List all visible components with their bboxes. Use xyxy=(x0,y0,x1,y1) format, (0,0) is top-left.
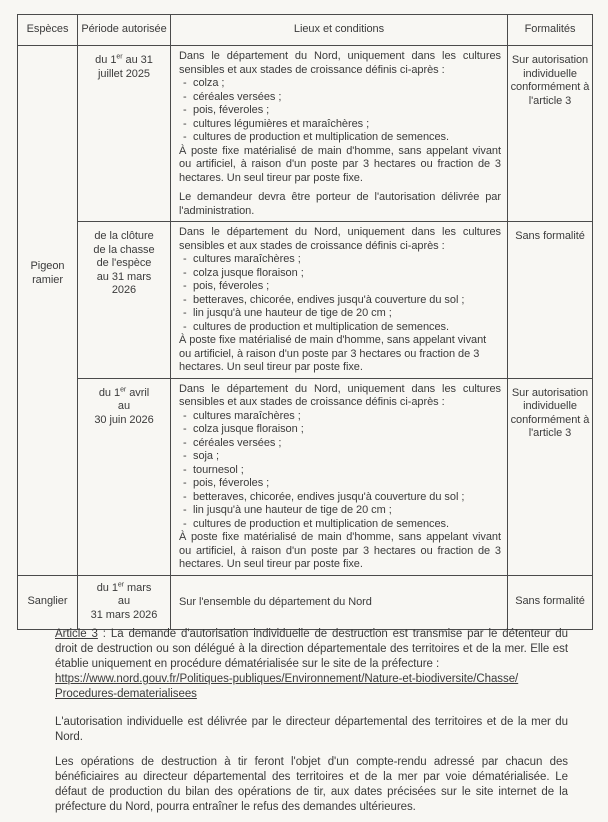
article3-body: : La demande d'autorisation individuelle de destruction est transmise par le détenteur du droit de destruction ou son délégué à la direction départementale des territoires et de la mer. Elle est établie uniquement en procédure dématérialisée sur le site de la préfecture : xyxy=(55,628,568,670)
bullet-dash: - xyxy=(183,409,187,422)
period-line: du 1er avril xyxy=(98,385,150,399)
condition-bullet xyxy=(179,437,501,451)
bullet-text: lin jusqu'à une hauteur de tige de 20 cm ; xyxy=(193,504,392,516)
bullet-dash: - xyxy=(183,307,187,319)
link-line-2: Procedures-dematerialisees xyxy=(55,688,197,700)
formality-cell xyxy=(508,575,593,629)
conditions-text: Sur l'ensemble du département du Nord xyxy=(179,595,372,608)
formality-cell xyxy=(508,378,593,575)
bullet-text: pois, féveroles ; xyxy=(193,280,270,292)
period-line: au xyxy=(117,400,131,412)
footer-text-block xyxy=(55,627,568,815)
bullet-text: tournesol ; xyxy=(193,463,244,476)
column-header-periode: Période autorisée xyxy=(78,15,171,46)
bullet-text: colza jusque floraison ; xyxy=(193,266,304,279)
bullet-text: céréales versées ; xyxy=(193,90,282,103)
ordinal-suffix: er xyxy=(116,53,123,61)
condition-bullet xyxy=(179,307,501,321)
conditions-cell xyxy=(171,46,508,222)
condition-bullet xyxy=(179,477,501,491)
condition-bullet xyxy=(179,504,501,518)
bullet-text: cultures maraîchères ; xyxy=(193,253,301,265)
ordinal-suffix: er xyxy=(117,581,125,589)
bullet-text: soja ; xyxy=(193,450,219,462)
bullet-dash: - xyxy=(183,77,187,89)
period-line: de l'espèce xyxy=(96,257,152,269)
procedure-link-paragraph xyxy=(55,672,568,702)
period-cell xyxy=(78,575,171,629)
table-row xyxy=(18,46,593,222)
bullet-dash: - xyxy=(183,423,187,435)
period-line: de la clôture xyxy=(94,230,154,242)
species-label: Pigeon ramier xyxy=(30,260,65,286)
period-cell xyxy=(78,378,171,575)
formality-cell xyxy=(508,222,593,379)
period-cell xyxy=(78,222,171,379)
authorization-paragraph: L'autorisation individuelle est délivrée par le directeur départemental des territoires et de la mer du Nord. xyxy=(55,716,568,743)
condition-bullet xyxy=(179,104,501,118)
formality-text: Sur autorisation individuelle conformément à l'article 3 xyxy=(510,54,590,107)
formality-text: Sans formalité xyxy=(515,595,585,608)
bullet-dash: - xyxy=(183,253,187,265)
conditions-intro: Dans le département du Nord, uniquement dans les cultures sensibles et aux stades de croissance définis ci-après : xyxy=(179,50,501,76)
condition-bullet xyxy=(179,253,501,267)
period-line: du 1er au 31 xyxy=(95,53,153,66)
bullet-text: cultures de production et multiplication de semences. xyxy=(193,320,449,333)
bullet-dash: - xyxy=(183,463,187,476)
condition-bullet xyxy=(179,280,501,294)
bullet-dash: - xyxy=(183,320,187,333)
formality-cell xyxy=(508,46,593,222)
ordinal-suffix: er xyxy=(120,385,127,393)
condition-bullet xyxy=(179,91,501,105)
formality-text: Sans formalité xyxy=(515,230,585,242)
conditions-cell xyxy=(171,575,508,629)
conditions-paragraph: À poste fixe matérialisé de main d'homme, sans appelant vivant ou artificiel, à raison d'un poste par 3 hectares ou fraction de 3 hectares. Un seul tireur par poste fixe. xyxy=(179,144,501,184)
bullet-dash: - xyxy=(183,477,187,489)
condition-bullet xyxy=(179,491,501,505)
report-paragraph: Les opérations de destruction à tir feront l'objet d'un compte-rendu adressé par chacun des bénéficiaires au directeur départemental des territoires et de la mer par voie dématérialisée. Le défaut de production du bilan des opérations de tir, aux dates précisées sur le site internet de la préfecture du Nord, pourra entraîner le refus des demandes ultérieures. xyxy=(55,756,568,813)
conditions-intro: Dans le département du Nord, uniquement dans les cultures sensibles et aux stades de croissance définis ci-après : xyxy=(179,382,501,408)
bullet-text: cultures maraîchères ; xyxy=(193,409,301,422)
condition-bullet xyxy=(179,267,501,281)
bullet-dash: - xyxy=(183,504,187,516)
bullet-text: cultures de production et multiplication de semences. xyxy=(193,517,449,530)
table-row xyxy=(18,378,593,575)
bullet-dash: - xyxy=(183,90,187,103)
period-line: juillet 2025 xyxy=(98,67,150,80)
period-line: au 31 mars xyxy=(96,270,152,283)
bullet-text: pois, féveroles ; xyxy=(193,104,270,116)
condition-bullet xyxy=(179,423,501,437)
bullet-text: lin jusqu'à une hauteur de tige de 20 cm ; xyxy=(193,307,392,319)
prefecture-procedures-link[interactable] xyxy=(55,673,518,700)
condition-bullet xyxy=(179,321,501,335)
table-row xyxy=(18,575,593,629)
condition-bullet xyxy=(179,518,501,532)
species-label: Sanglier xyxy=(27,595,68,608)
period-line: 31 mars 2026 xyxy=(90,608,158,621)
bullet-text: betteraves, chicorée, endives jusqu'à couverture du sol ; xyxy=(193,293,465,306)
species-table-body xyxy=(18,46,593,630)
header-row xyxy=(18,15,593,46)
table-header xyxy=(18,15,593,46)
period-line: du 1er mars xyxy=(96,581,152,594)
conditions-paragraph: Le demandeur devra être porteur de l'autorisation délivrée par l'administration. xyxy=(179,191,501,217)
bullet-dash: - xyxy=(183,450,187,462)
bullet-dash: - xyxy=(183,266,187,279)
column-header-lieux: Lieux et conditions xyxy=(171,15,508,46)
condition-bullet xyxy=(179,294,501,308)
bullet-text: céréales versées ; xyxy=(193,436,282,449)
condition-bullet xyxy=(179,464,501,478)
period-cell xyxy=(78,46,171,222)
article3-paragraph xyxy=(55,627,568,672)
bullet-dash: - xyxy=(183,117,187,130)
condition-bullet xyxy=(179,77,501,91)
bullet-text: cultures de production et multiplication de semences. xyxy=(193,131,449,143)
bullet-dash: - xyxy=(183,104,187,116)
period-line: de la chasse xyxy=(93,243,155,256)
bullet-dash: - xyxy=(183,280,187,292)
bullet-dash: - xyxy=(183,490,187,503)
formality-text: Sur autorisation individuelle conformément à l'article 3 xyxy=(510,386,590,439)
column-header-formalites: Formalités xyxy=(508,15,593,46)
bullet-dash: - xyxy=(183,517,187,530)
bullet-text: colza ; xyxy=(193,77,225,89)
period-line: au xyxy=(117,595,131,608)
condition-bullet xyxy=(179,410,501,424)
table-row xyxy=(18,222,593,379)
bullet-dash: - xyxy=(183,436,187,449)
period-line: 2026 xyxy=(111,284,137,296)
link-line-1: https://www.nord.gouv.fr/Politiques-publiques/Environnement/Nature-et-biodiversite/Chasse/ xyxy=(55,673,519,685)
conditions-intro: Dans le département du Nord, uniquement dans les cultures sensibles et aux stades de croissance définis ci-après : xyxy=(179,226,501,252)
article3-label: Article 3 xyxy=(55,628,98,640)
bullet-text: colza jusque floraison ; xyxy=(193,423,304,435)
column-header-especes: Espèces xyxy=(18,15,78,46)
bullet-text: cultures légumières et maraîchères ; xyxy=(193,117,370,130)
conditions-paragraph: À poste fixe matérialisé de main d'homme, sans appelant vivant ou artificiel, à raison d'un poste par 3 hectares ou fraction de 3 hectares. Un seul tireur par poste fixe. xyxy=(179,334,487,373)
condition-bullet xyxy=(179,131,501,145)
bullet-text: pois, féveroles ; xyxy=(193,477,270,489)
bullet-text: betteraves, chicorée, endives jusqu'à couverture du sol ; xyxy=(193,490,465,503)
species-cell-pigeon-ramier xyxy=(18,46,78,576)
condition-bullet xyxy=(179,118,501,132)
bullet-dash: - xyxy=(183,293,187,306)
conditions-cell xyxy=(171,222,508,379)
conditions-paragraph: À poste fixe matérialisé de main d'homme, sans appelant vivant ou artificiel, à raison d'un poste par 3 hectares ou fraction de 3 hectares. Un seul tireur par poste fixe. xyxy=(179,531,501,570)
period-line: 30 juin 2026 xyxy=(94,413,154,426)
bullet-dash: - xyxy=(183,131,187,143)
conditions-cell xyxy=(171,378,508,575)
condition-bullet xyxy=(179,450,501,464)
species-cell-sanglier xyxy=(18,575,78,629)
destruction-periods-table xyxy=(17,14,593,630)
